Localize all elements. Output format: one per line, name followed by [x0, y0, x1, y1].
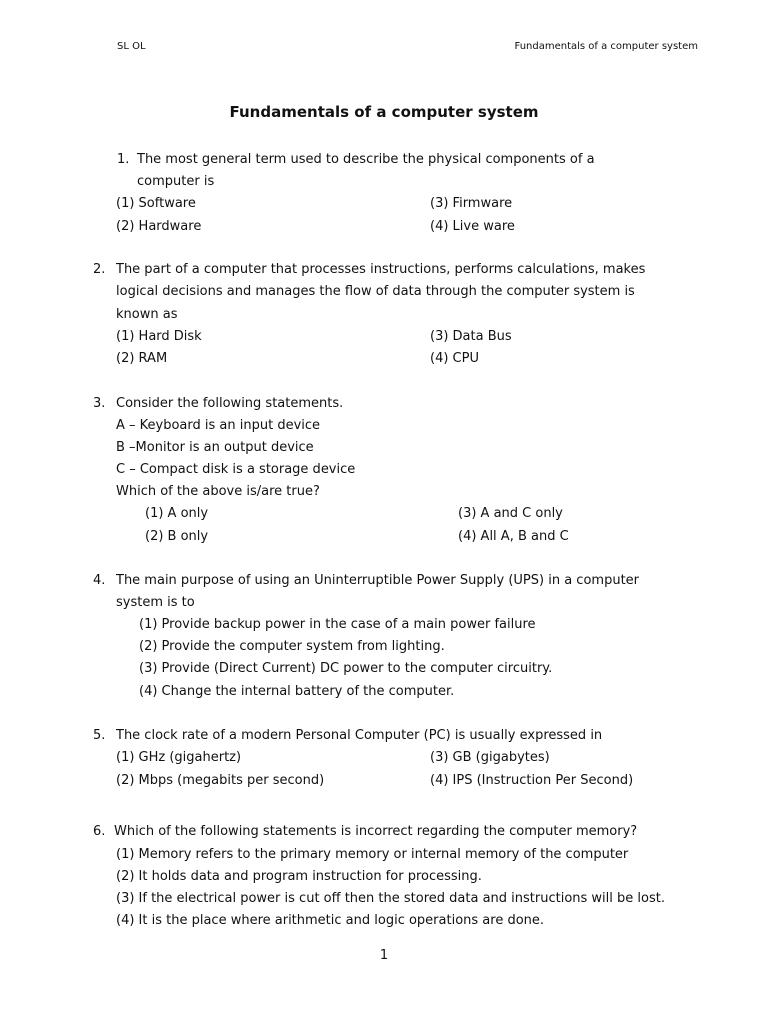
statement-line: B –Monitor is an output device	[116, 440, 314, 455]
header-left: SL OL	[117, 41, 146, 52]
answer-option: (2) Mbps (megabits per second)	[116, 773, 325, 788]
answer-option: (3) Provide (Direct Current) DC power to the computer circuitry.	[139, 661, 553, 676]
question-number: 4.	[93, 573, 106, 588]
page-number: 1	[379, 948, 389, 963]
answer-option: (4) Change the internal battery of the computer.	[139, 684, 455, 699]
question-text: system is to	[116, 595, 195, 610]
answer-option: (4) It is the place where arithmetic and logic operations are done.	[116, 913, 545, 928]
question-text: The main purpose of using an Uninterruptible Power Supply (UPS) in a computer	[116, 573, 640, 588]
answer-option: (3) A and C only	[458, 506, 563, 521]
answer-option: (1) Provide backup power in the case of a main power failure	[139, 617, 536, 632]
answer-option: (4) Live ware	[430, 219, 515, 234]
question-text: known as	[116, 307, 178, 322]
question-text: Consider the following statements.	[116, 396, 344, 411]
answer-option: (3) If the electrical power is cut off then the stored data and instructions will be lost.	[116, 891, 665, 906]
answer-option: (4) IPS (Instruction Per Second)	[430, 773, 634, 788]
question-text: The part of a computer that processes instructions, performs calculations, makes	[116, 262, 646, 277]
statement-line: A – Keyboard is an input device	[116, 418, 321, 433]
answer-option: (1) Software	[116, 196, 196, 211]
question-text: computer is	[137, 174, 215, 189]
question-number: 6.	[93, 824, 106, 839]
answer-option: (4) CPU	[430, 351, 479, 366]
answer-option: (2) Hardware	[116, 219, 202, 234]
question-text: logical decisions and manages the flow of data through the computer system is	[116, 284, 635, 299]
answer-option: (3) Firmware	[430, 196, 513, 211]
answer-option: (2) Provide the computer system from lighting.	[139, 639, 445, 654]
answer-option: (2) It holds data and program instruction for processing.	[116, 869, 482, 884]
answer-option: (3) GB (gigabytes)	[430, 750, 550, 765]
answer-option: (3) Data Bus	[430, 329, 512, 344]
question-number: 3.	[93, 396, 106, 411]
answer-option: (1) GHz (gigahertz)	[116, 750, 242, 765]
question-text: The most general term used to describe the physical components of a	[137, 152, 595, 167]
question-text: Which of the following statements is incorrect regarding the computer memory?	[114, 824, 638, 839]
question-number: 5.	[93, 728, 106, 743]
question-text: Which of the above is/are true?	[116, 484, 320, 499]
header-right: Fundamentals of a computer system	[514, 41, 698, 52]
answer-option: (4) All A, B and C	[458, 529, 569, 544]
answer-option: (1) Memory refers to the primary memory or internal memory of the computer	[116, 847, 629, 862]
answer-option: (1) A only	[145, 506, 209, 521]
page-title: Fundamentals of a computer system	[229, 103, 539, 121]
answer-option: (2) B only	[145, 529, 209, 544]
answer-option: (2) RAM	[116, 351, 168, 366]
answer-option: (1) Hard Disk	[116, 329, 202, 344]
question-number: 1.	[117, 152, 130, 167]
question-text: The clock rate of a modern Personal Computer (PC) is usually expressed in	[116, 728, 603, 743]
statement-line: C – Compact disk is a storage device	[116, 462, 356, 477]
question-number: 2.	[93, 262, 106, 277]
